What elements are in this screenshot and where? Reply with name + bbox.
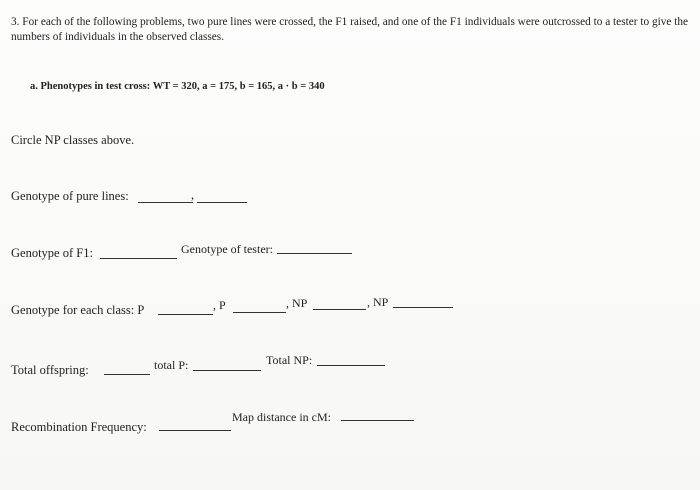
circle-np-instruction: Circle NP classes above. xyxy=(11,133,135,147)
class-p1-blank[interactable] xyxy=(158,314,213,315)
genotype-tester-label: Genotype of tester: xyxy=(181,242,273,256)
genotype-f1-blank[interactable] xyxy=(100,258,177,259)
map-distance-label: Map distance in cM: xyxy=(232,410,331,424)
total-np-blank[interactable] xyxy=(317,365,385,366)
map-distance-blank[interactable] xyxy=(341,420,414,421)
comma-np-label-1: , NP xyxy=(286,296,308,310)
recombination-frequency-blank[interactable] xyxy=(159,430,231,431)
comma-np-label-2: , NP xyxy=(367,295,389,309)
question-text: 3. For each of the following problems, two pure lines were crossed, the F1 raised, and one of the F1 individuals were outcrossed to a tester to give the numbers of individuals in the observed classes. xyxy=(11,16,689,43)
genotype-pure-lines-label: Genotype of pure lines: xyxy=(11,189,129,203)
recombination-frequency-label: Recombination Frequency: xyxy=(11,420,147,434)
part-a-heading: a. Phenotypes in test cross: WT = 320, a = 175, b = 165, a · b = 340 xyxy=(30,81,325,92)
total-p-label: total P: xyxy=(154,358,189,372)
total-np-label: Total NP: xyxy=(266,353,313,367)
class-p2-blank[interactable] xyxy=(233,312,286,313)
comma-separator: , xyxy=(191,188,195,202)
total-offspring-label: Total offspring: xyxy=(11,363,89,377)
total-offspring-blank[interactable] xyxy=(104,374,150,375)
genotype-f1-label: Genotype of F1: xyxy=(11,246,93,260)
class-np2-blank[interactable] xyxy=(393,307,453,308)
pure-line-2-blank[interactable] xyxy=(197,202,247,203)
comma-p-label: , P xyxy=(213,298,226,312)
class-np1-blank[interactable] xyxy=(313,309,366,310)
total-p-blank[interactable] xyxy=(193,370,261,371)
genotype-tester-blank[interactable] xyxy=(277,253,352,254)
pure-line-1-blank[interactable] xyxy=(138,202,193,203)
genotype-each-class-label: Genotype for each class: P xyxy=(11,303,145,317)
